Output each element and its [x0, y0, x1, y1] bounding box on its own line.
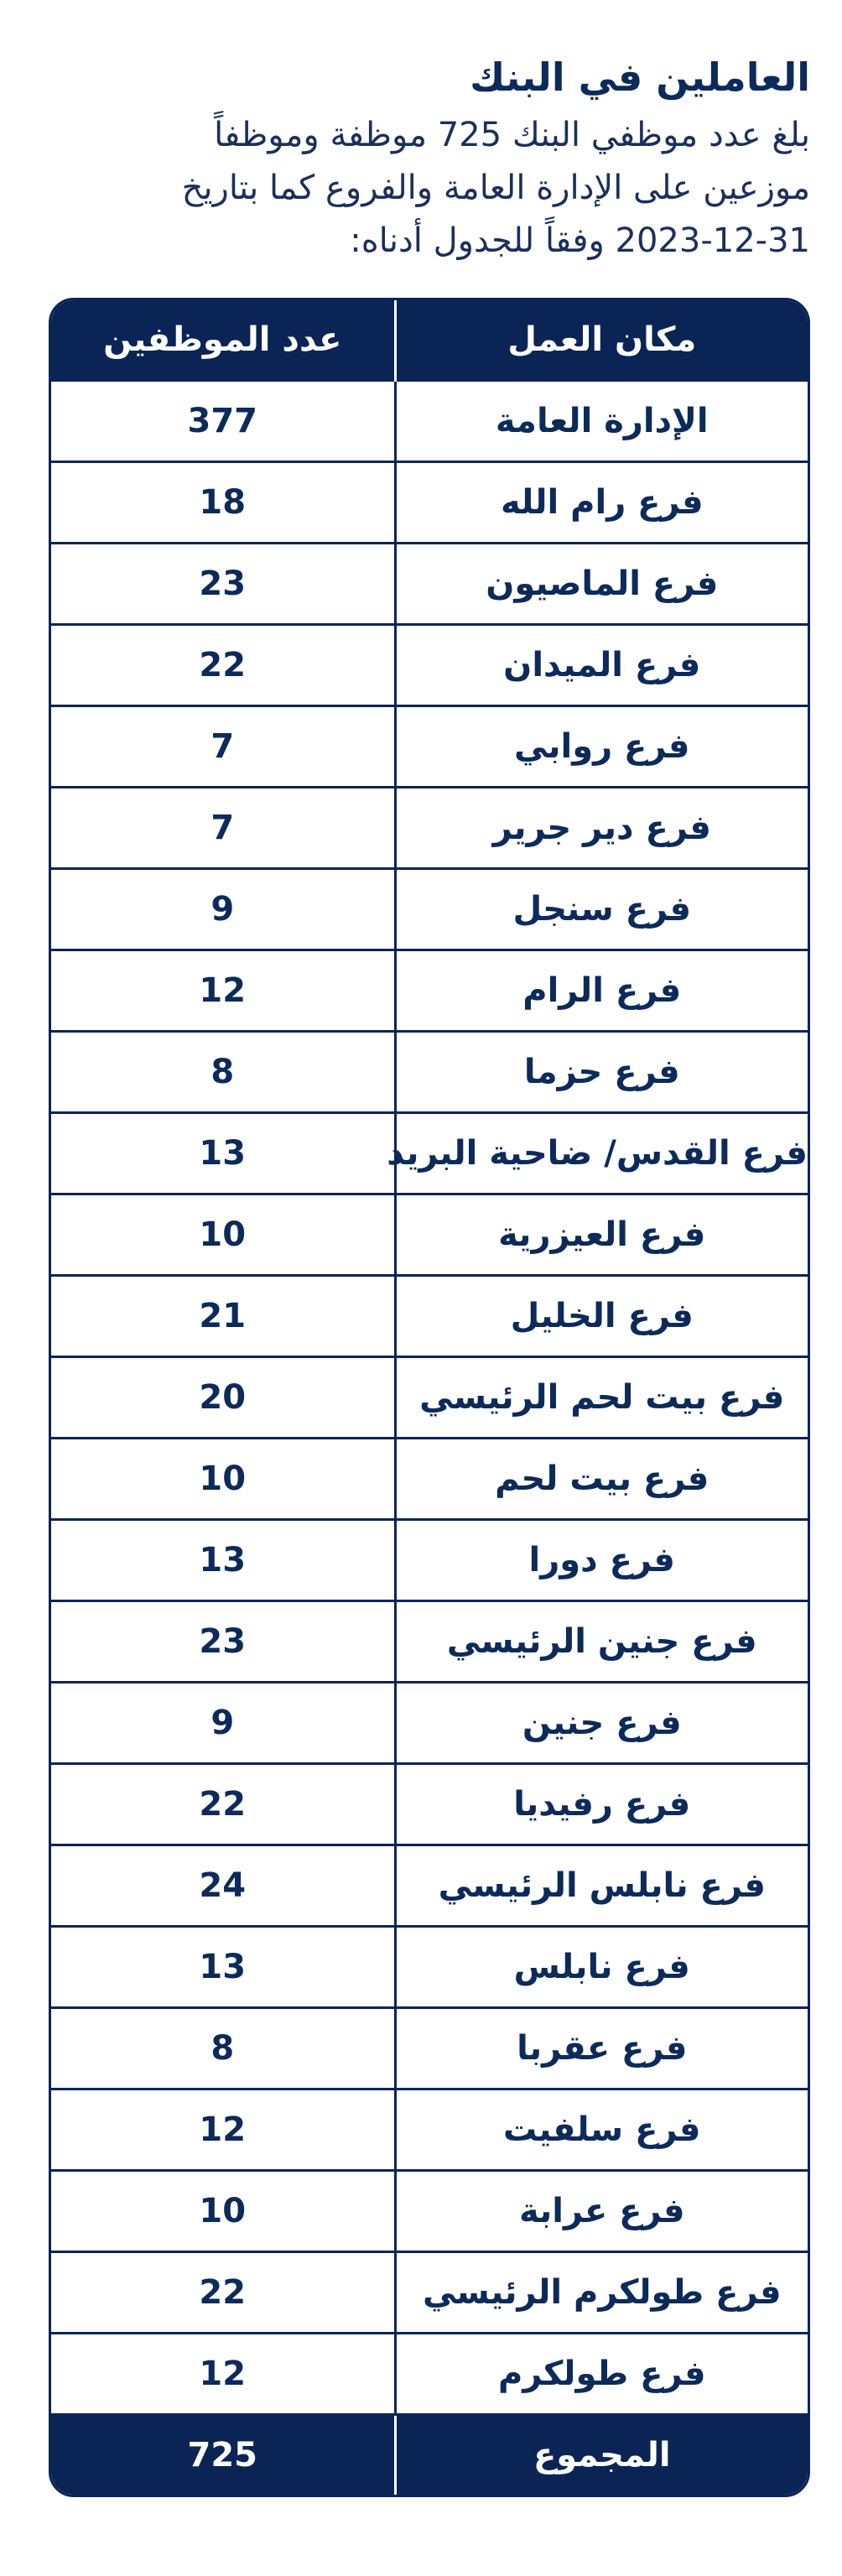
cell-count: 7: [51, 706, 395, 788]
cell-count: 10: [51, 1439, 395, 1520]
cell-count: 9: [51, 869, 395, 950]
cell-place: فرع حزما: [395, 1032, 808, 1113]
cell-count: 13: [51, 1520, 395, 1601]
cell-count: 20: [51, 1357, 395, 1439]
table-row: [51, 1927, 808, 2008]
intro-line: موزعين على الإدارة العامة والفروع كما بتاريخ: [181, 169, 810, 207]
table-row: [51, 1683, 808, 1764]
cell-count: 21: [51, 1276, 395, 1357]
table-body: [51, 381, 808, 2415]
cell-count: 12: [51, 2334, 395, 2415]
cell-place: فرع نابلس الرئيسي: [395, 1845, 808, 1927]
cell-place: فرع سنجل: [395, 869, 808, 950]
table-row: [51, 1520, 808, 1601]
table-footer: [51, 2415, 808, 2495]
cell-place: فرع طولكرم الرئيسي: [395, 2252, 808, 2334]
section-title: العاملين في البنك: [470, 55, 810, 100]
table-row: [51, 950, 808, 1032]
table-row: [51, 1439, 808, 1520]
table-row: [51, 1357, 808, 1439]
table-row: [51, 1764, 808, 1845]
table-row: [51, 788, 808, 869]
cell-place: فرع روابي: [395, 706, 808, 788]
column-header-count: عدد الموظفين: [51, 300, 395, 381]
cell-place: فرع نابلس: [395, 1927, 808, 2008]
table-row: [51, 381, 808, 462]
table-row: [51, 1845, 808, 1927]
cell-place: فرع القدس/ ضاحية البريد: [395, 1113, 808, 1194]
cell-place: فرع الميدان: [395, 625, 808, 706]
intro-line: بلغ عدد موظفي البنك 725 موظفة وموظفاً: [214, 116, 810, 154]
cell-place: الإدارة العامة: [395, 381, 808, 462]
cell-place: فرع سلفيت: [395, 2089, 808, 2171]
cell-count: 10: [51, 2171, 395, 2252]
table-row: [51, 2089, 808, 2171]
cell-place: فرع بيت لحم: [395, 1439, 808, 1520]
table-row: [51, 1113, 808, 1194]
cell-count: 9: [51, 1683, 395, 1764]
cell-place: فرع جنين الرئيسي: [395, 1601, 808, 1683]
cell-count: 12: [51, 2089, 395, 2171]
table-row: [51, 2008, 808, 2089]
cell-count: 13: [51, 1113, 395, 1194]
cell-place: فرع الخليل: [395, 1276, 808, 1357]
cell-place: فرع الرام: [395, 950, 808, 1032]
cell-place: فرع عرابة: [395, 2171, 808, 2252]
cell-place: فرع بيت لحم الرئيسي: [395, 1357, 808, 1439]
header-row: [51, 300, 808, 381]
total-row: [51, 2415, 808, 2495]
employees-table: [51, 300, 808, 2495]
cell-count: 24: [51, 1845, 395, 1927]
employees-section: [49, 50, 810, 2497]
cell-count: 22: [51, 2252, 395, 2334]
table-row: [51, 2252, 808, 2334]
cell-count: 23: [51, 1601, 395, 1683]
cell-count: 7: [51, 788, 395, 869]
cell-count: 8: [51, 2008, 395, 2089]
cell-count: 377: [51, 381, 395, 462]
cell-place: فرع جنين: [395, 1683, 808, 1764]
cell-place: فرع طولكرم: [395, 2334, 808, 2415]
cell-place: فرع العيزرية: [395, 1194, 808, 1276]
total-value: 725: [51, 2415, 395, 2495]
table-row: [51, 1032, 808, 1113]
cell-count: 13: [51, 1927, 395, 2008]
cell-count: 8: [51, 1032, 395, 1113]
intro-paragraph: [49, 109, 810, 268]
table-row: [51, 2171, 808, 2252]
cell-place: فرع دير جرير: [395, 788, 808, 869]
column-header-place: مكان العمل: [395, 300, 808, 381]
cell-place: فرع دورا: [395, 1520, 808, 1601]
table-row: [51, 625, 808, 706]
table-row: [51, 869, 808, 950]
cell-place: فرع عقربا: [395, 2008, 808, 2089]
table-row: [51, 706, 808, 788]
total-label: المجموع: [395, 2415, 808, 2495]
table-row: [51, 2334, 808, 2415]
cell-count: 10: [51, 1194, 395, 1276]
table-row: [51, 462, 808, 544]
cell-count: 22: [51, 1764, 395, 1845]
table-header: [51, 300, 808, 381]
cell-place: فرع رام الله: [395, 462, 808, 544]
table-row: [51, 1194, 808, 1276]
cell-count: 18: [51, 462, 395, 544]
table-row: [51, 544, 808, 625]
table-row: [51, 1601, 808, 1683]
cell-place: فرع رفيديا: [395, 1764, 808, 1845]
cell-place: فرع الماصيون: [395, 544, 808, 625]
cell-count: 23: [51, 544, 395, 625]
intro-line: 2023-12-31 وفقاً للجدول أدناه:: [350, 221, 810, 260]
cell-count: 12: [51, 950, 395, 1032]
employees-table-container: [49, 298, 810, 2497]
cell-count: 22: [51, 625, 395, 706]
table-row: [51, 1276, 808, 1357]
